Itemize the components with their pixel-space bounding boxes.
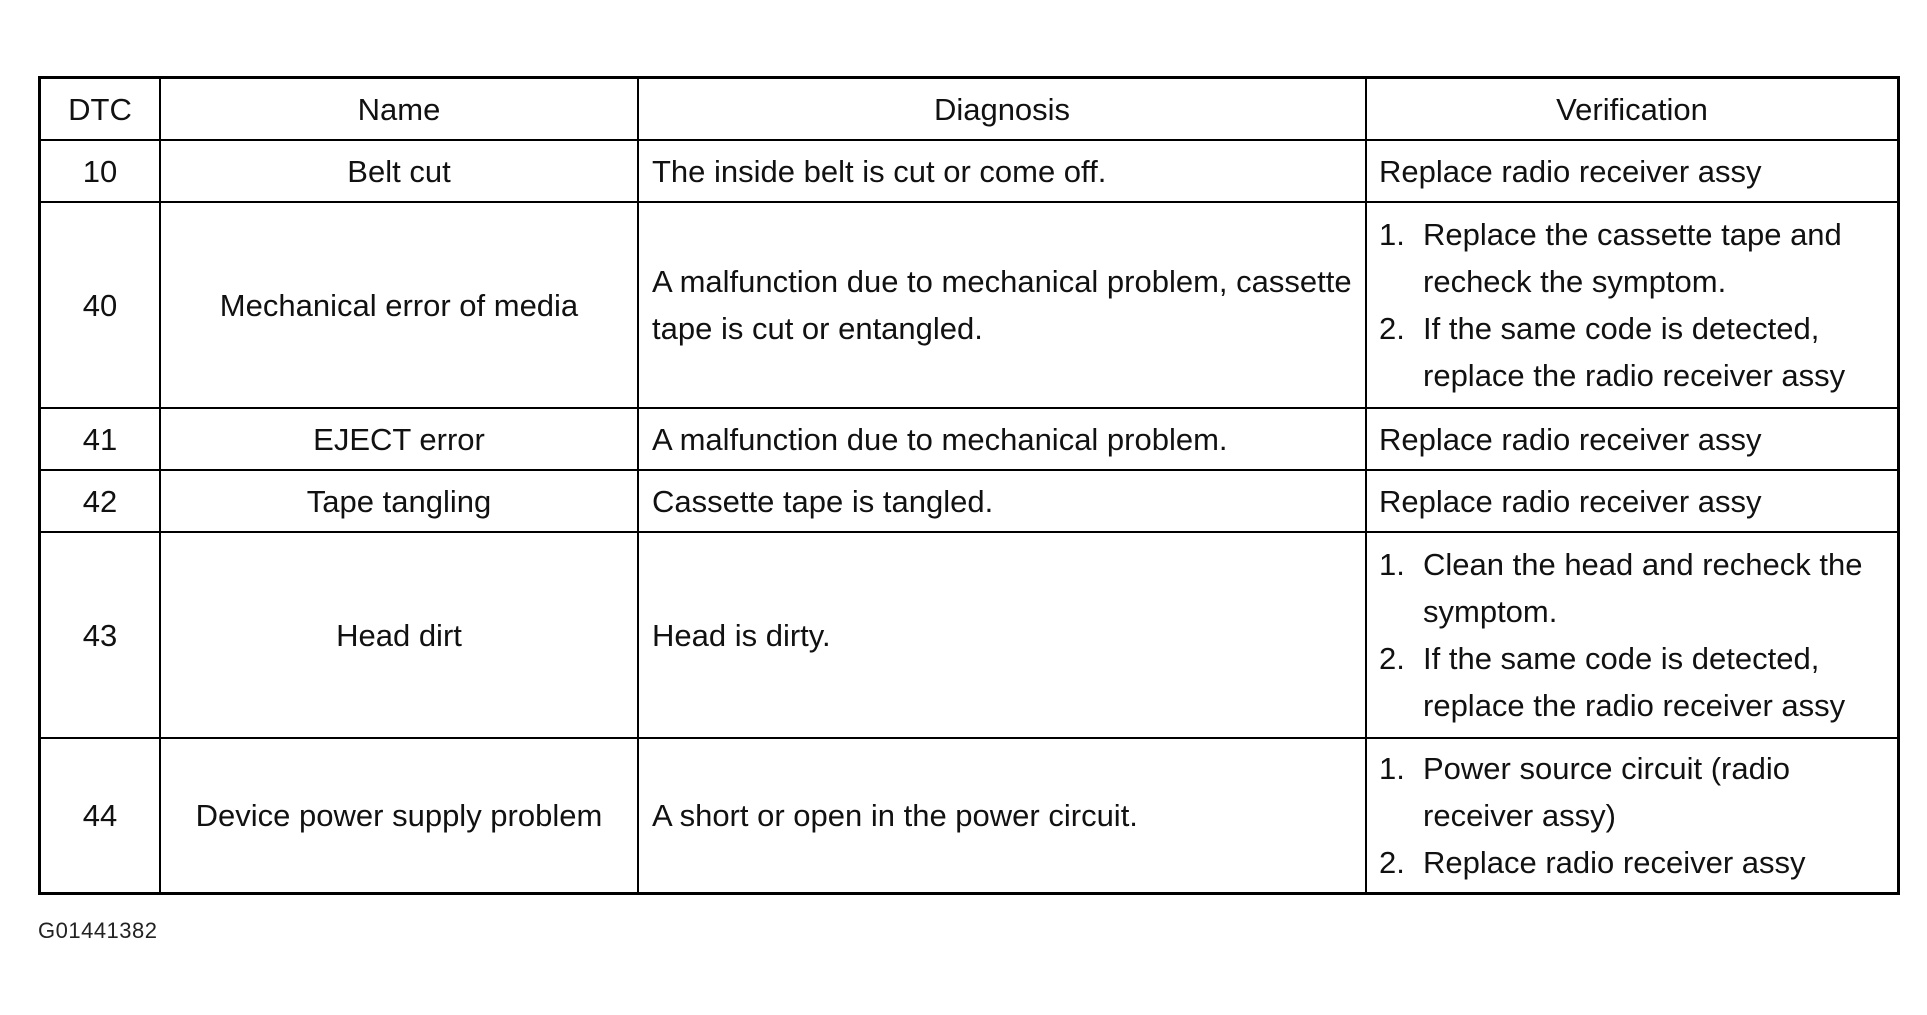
list-item — [1379, 305, 1887, 399]
list-item — [1379, 541, 1887, 635]
dtc-table — [38, 76, 1900, 895]
dtc-diagnosis: A malfunction due to mechanical problem. — [638, 408, 1366, 470]
table-row — [40, 738, 1899, 894]
dtc-verification — [1366, 532, 1899, 738]
step-number: 1. — [1379, 751, 1405, 786]
dtc-name: Belt cut — [160, 140, 638, 202]
dtc-code: 42 — [40, 470, 161, 532]
dtc-verification — [1366, 202, 1899, 408]
step-number: 1. — [1379, 547, 1405, 582]
header-dtc: DTC — [40, 78, 161, 141]
step-number: 2. — [1379, 641, 1405, 676]
list-item — [1379, 211, 1887, 305]
dtc-diagnosis: Cassette tape is tangled. — [638, 470, 1366, 532]
figure-code: G01441382 — [38, 918, 158, 943]
dtc-name: Mechanical error of media — [160, 202, 638, 408]
dtc-code: 10 — [40, 140, 161, 202]
dtc-diagnosis: A malfunction due to mechanical problem, cassette tape is cut or entangled. — [638, 202, 1366, 408]
dtc-diagnosis: Head is dirty. — [638, 532, 1366, 738]
dtc-verification: Replace radio receiver assy — [1366, 140, 1899, 202]
dtc-diagnosis: A short or open in the power circuit. — [638, 738, 1366, 894]
table-row — [40, 532, 1899, 738]
list-item — [1379, 635, 1887, 729]
step-text: Replace radio receiver assy — [1423, 845, 1806, 880]
header-name: Name — [160, 78, 638, 141]
dtc-code: 41 — [40, 408, 161, 470]
dtc-verification — [1366, 738, 1899, 894]
table-row — [40, 470, 1899, 532]
list-item — [1379, 839, 1887, 886]
dtc-code: 40 — [40, 202, 161, 408]
step-number: 2. — [1379, 311, 1405, 346]
dtc-name: Device power supply problem — [160, 738, 638, 894]
header-diagnosis: Diagnosis — [638, 78, 1366, 141]
step-number: 1. — [1379, 217, 1405, 252]
header-row — [40, 78, 1899, 141]
verification-steps — [1379, 211, 1887, 399]
step-number: 2. — [1379, 845, 1405, 880]
dtc-code: 44 — [40, 738, 161, 894]
header-verification: Verification — [1366, 78, 1899, 141]
step-text: Clean the head and recheck the symptom. — [1423, 547, 1863, 629]
list-item — [1379, 745, 1887, 839]
step-text: Replace the cassette tape and recheck the symptom. — [1423, 217, 1842, 299]
verification-steps — [1379, 745, 1887, 886]
dtc-name: EJECT error — [160, 408, 638, 470]
dtc-code: 43 — [40, 532, 161, 738]
table-row — [40, 202, 1899, 408]
dtc-name: Head dirt — [160, 532, 638, 738]
step-text: If the same code is detected, replace the radio receiver assy — [1423, 641, 1846, 723]
dtc-diagnosis: The inside belt is cut or come off. — [638, 140, 1366, 202]
step-text: Power source circuit (radio receiver assy) — [1423, 751, 1790, 833]
dtc-name: Tape tangling — [160, 470, 638, 532]
table-row — [40, 140, 1899, 202]
dtc-verification: Replace radio receiver assy — [1366, 470, 1899, 532]
dtc-verification: Replace radio receiver assy — [1366, 408, 1899, 470]
step-text: If the same code is detected, replace the radio receiver assy — [1423, 311, 1846, 393]
table-row — [40, 408, 1899, 470]
verification-steps — [1379, 541, 1887, 729]
